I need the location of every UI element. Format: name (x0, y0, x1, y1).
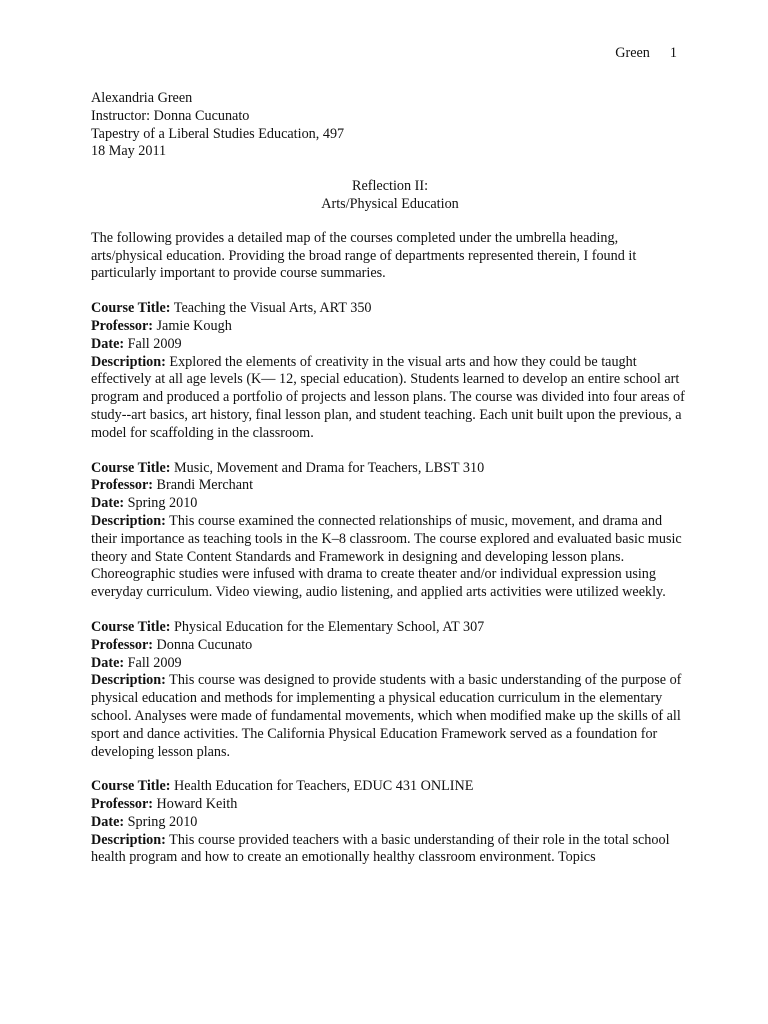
professor-line (91, 796, 689, 814)
course-title-line (91, 460, 689, 478)
course-entry (91, 300, 689, 442)
title-line-2: Arts/Physical Education (321, 195, 459, 212)
date-term-line (91, 814, 689, 832)
course-title-line (91, 300, 689, 318)
course-date: Spring 2010 (127, 495, 198, 512)
course-line: Tapestry of a Liberal Studies Education, 497 (91, 125, 345, 142)
professor-name: Donna Cucunato (156, 636, 253, 653)
course-description: This course provided teachers with a basic understanding of their role in the total school health program and how to create an emotionally healthy classroom environment. Topics (91, 831, 670, 866)
date-label: Date: (91, 335, 125, 352)
professor-line (91, 477, 689, 495)
course-title: Physical Education for the Elementary School, AT 307 (174, 618, 485, 635)
date-term-line (91, 336, 689, 354)
professor-line (91, 637, 689, 655)
date-term-line (91, 495, 689, 513)
date-label: Date: (91, 813, 125, 830)
course-entry (91, 778, 689, 867)
professor-name: Jamie Kough (156, 317, 232, 334)
description-label: Description: (91, 831, 166, 848)
header-name: Green (615, 45, 650, 61)
course-description: This course examined the connected relationships of music, movement, and drama and their importance as teaching tools in the K–8 classroom. The course explored and evaluated basic music theory and State Content Standards and Framework in designing and developing lesson plans. Choreographic studies were infused with drama to create theater and/or individual expression using everyday curriculum. Video viewing, audio listening, and applied arts activities were utilized weekly. (91, 512, 682, 601)
course-title: Health Education for Teachers, EDUC 431 ONLINE (174, 778, 474, 795)
professor-label: Professor: (91, 477, 153, 494)
course-title-line (91, 619, 689, 637)
course-title-line (91, 778, 689, 796)
course-description: Explored the elements of creativity in the visual arts and how they could be taught effectively at all age levels (K— 12, special education). Students learned to develop an entire school art program and produced a portfolio of projects and lesson plans. The course was divided into four areas of study--art basics, art history, final lesson plan, and student teaching. Each unit built upon the previous, a model for scaffolding in the classroom. (91, 353, 685, 441)
course-title: Teaching the Visual Arts, ART 350 (173, 300, 372, 317)
description-label: Description: (91, 512, 166, 529)
date-line: 18 May 2011 (91, 143, 167, 160)
professor-label: Professor: (91, 636, 153, 653)
description-label: Description: (91, 353, 166, 370)
description-paragraph (91, 354, 689, 443)
course-title-label: Course Title: (91, 300, 171, 317)
course-title: Music, Movement and Drama for Teachers, LBST 310 (174, 459, 485, 476)
description-paragraph (91, 513, 689, 602)
professor-name: Howard Keith (156, 796, 238, 813)
professor-line (91, 318, 689, 336)
page-number: 1 (669, 45, 677, 61)
date-term-line (91, 655, 689, 673)
document-title (91, 178, 689, 214)
course-title-label: Course Title: (91, 778, 171, 795)
course-entry (91, 619, 689, 761)
course-date: Fall 2009 (127, 654, 182, 671)
professor-name: Brandi Merchant (156, 477, 254, 494)
document-body (91, 90, 689, 867)
course-title-label: Course Title: (91, 618, 171, 635)
author-block (91, 90, 689, 161)
professor-label: Professor: (91, 317, 153, 334)
description-paragraph (91, 672, 689, 761)
date-label: Date: (91, 654, 125, 671)
description-label: Description: (91, 672, 166, 689)
course-entry (91, 460, 689, 602)
author-name: Alexandria Green (91, 90, 193, 106)
professor-label: Professor: (91, 796, 153, 813)
intro-paragraph: The following provides a detailed map of the courses completed under the umbrella heading, arts/physical education. Providing the broad range of departments represented therein, I found it particularly important to provide course summaries. (91, 229, 637, 282)
date-label: Date: (91, 495, 125, 512)
running-header (615, 45, 677, 63)
course-description: This course was designed to provide students with a basic understanding of the purpose of physical education and methods for implementing a physical education curriculum in the elementary school. Analyses were made of fundamental movements, which when modified make up the skills of all sport and dance activities. The California Physical Education Framework served as a foundation for developing lesson plans. (91, 672, 682, 760)
course-date: Spring 2010 (127, 813, 198, 830)
course-date: Fall 2009 (127, 335, 182, 352)
instructor-line: Instructor: Donna Cucunato (91, 107, 250, 124)
course-title-label: Course Title: (91, 459, 171, 476)
description-paragraph (91, 832, 689, 868)
title-line-1: Reflection II: (351, 178, 429, 195)
